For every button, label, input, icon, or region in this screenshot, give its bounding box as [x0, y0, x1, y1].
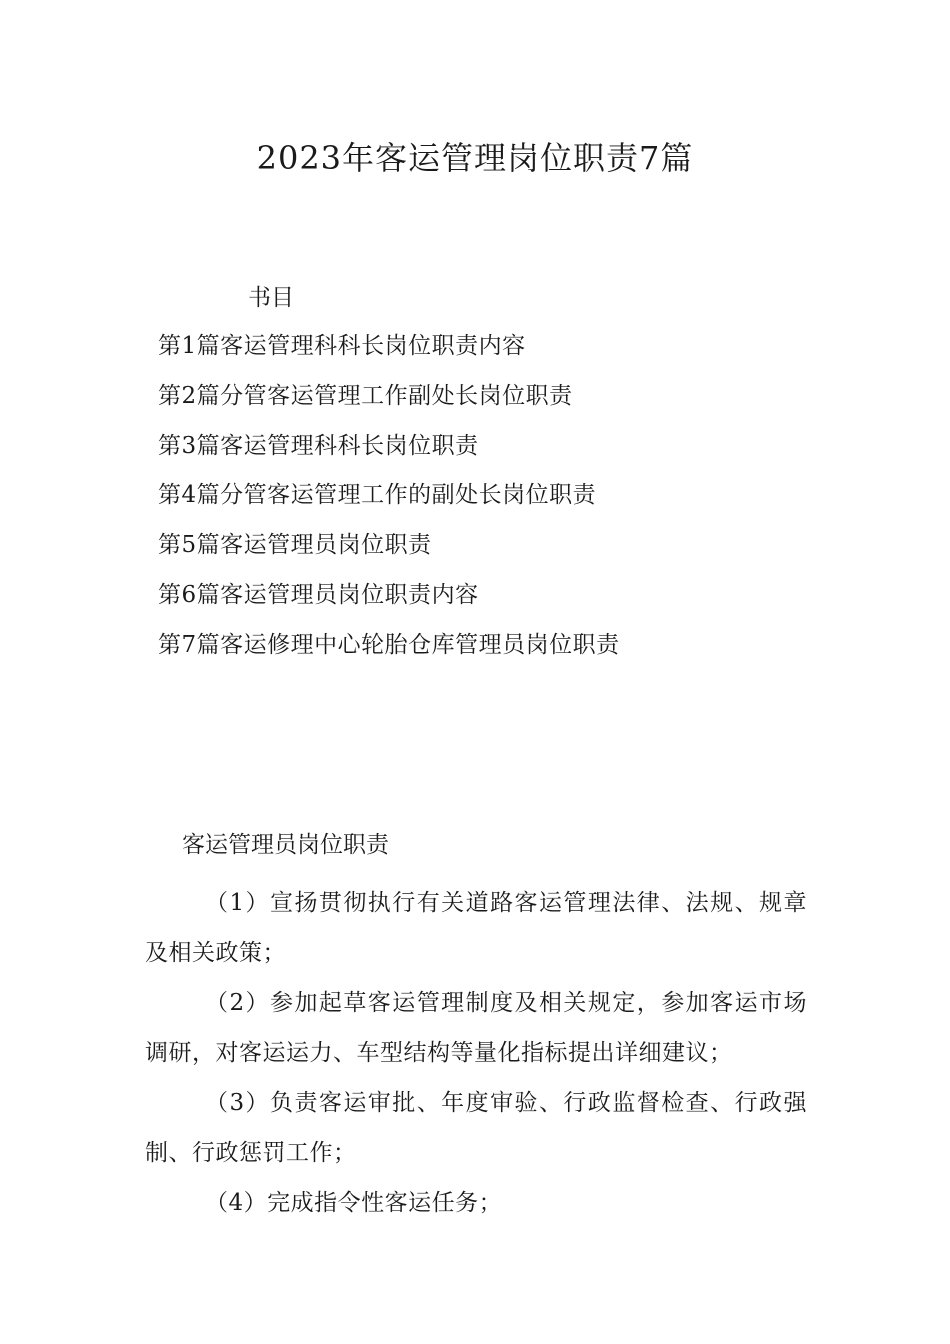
toc-heading: 书目 — [248, 285, 294, 311]
paragraph-4: （4）完成指令性客运任务； — [205, 1190, 503, 1216]
paragraph-2: （2）参加起草客运管理制度及相关规定，参加客运市场调研，对客运运力、车型结构等量化指标提出详细建议； — [145, 990, 807, 1066]
toc-item-5: 第5篇客运管理员岗位职责 — [158, 532, 432, 559]
paragraph-3: （3）负责客运审批、年度审验、行政监督检查、行政强制、行政惩罚工作； — [145, 1090, 807, 1166]
section-body — [145, 878, 807, 1228]
toc-item-3: 第3篇客运管理科科长岗位职责 — [158, 432, 479, 459]
toc-item-4: 第4篇分管客运管理工作的副处长岗位职责 — [158, 482, 597, 509]
toc-item-6: 第6篇客运管理员岗位职责内容 — [158, 581, 479, 608]
toc-item-1: 第1篇客运管理科科长岗位职责内容 — [158, 333, 526, 359]
paragraph-1: （1）宣扬贯彻执行有关道路客运管理法律、法规、规章及相关政策； — [145, 890, 807, 966]
section-heading: 客运管理员岗位职责 — [182, 832, 389, 858]
table-of-contents — [158, 330, 620, 679]
document-title: 2023年客运管理岗位职责7篇 — [256, 139, 694, 177]
toc-item-2: 第2篇分管客运管理工作副处长岗位职责 — [158, 382, 573, 409]
toc-item-7: 第7篇客运修理中心轮胎仓库管理员岗位职责 — [158, 631, 620, 658]
